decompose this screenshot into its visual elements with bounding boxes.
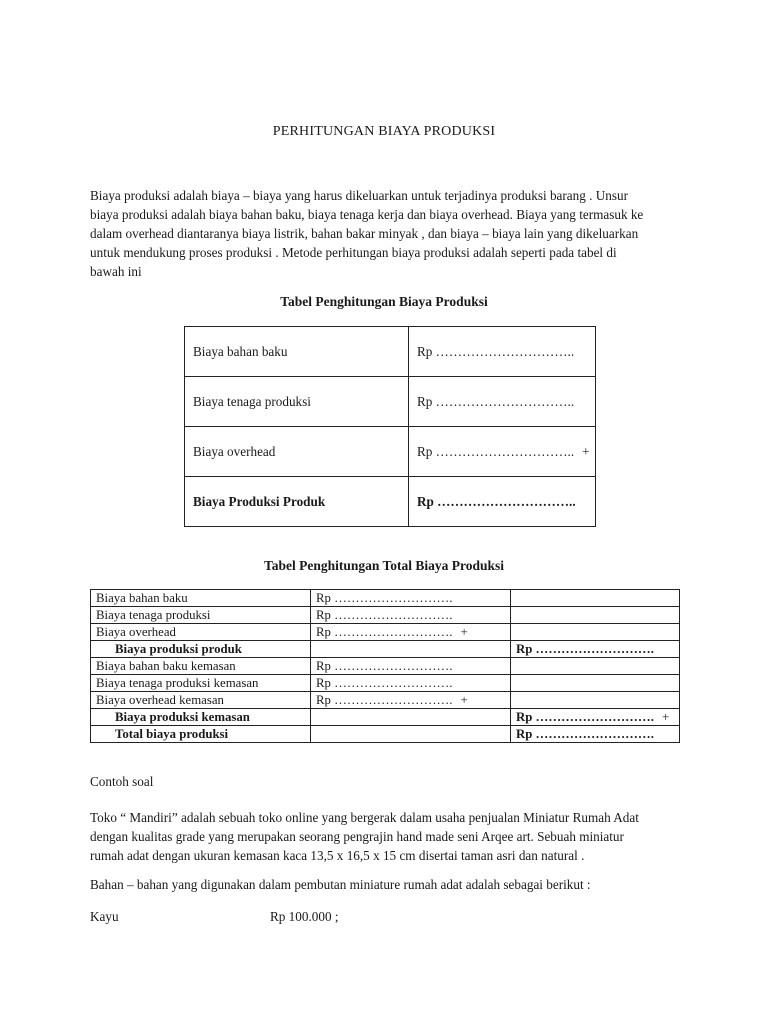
table-row — [185, 377, 596, 427]
row-col3 — [511, 607, 680, 624]
row-label: Biaya overhead kemasan — [91, 692, 311, 709]
intro-line: untuk mendukung proses produksi . Metode perhitungan biaya produksi adalah seperti pada tabel di — [90, 245, 617, 260]
table-row — [91, 692, 680, 709]
table-row — [91, 658, 680, 675]
row-col2: Rp ………………………. — [311, 607, 511, 624]
table-row — [185, 427, 596, 477]
table-row-total — [91, 726, 680, 743]
example-line: dengan kualitas grade yang merupakan seorang pengrajin hand made seni Arqee art. Sebuah miniatur — [90, 829, 624, 844]
row-label: Biaya tenaga produksi — [91, 607, 311, 624]
row-col3 — [511, 624, 680, 641]
row-label: Total biaya produksi — [91, 726, 311, 743]
example-heading: Contoh soal — [90, 774, 154, 789]
row-label: Biaya overhead — [91, 624, 311, 641]
row-value: Rp ………………………….. — [409, 377, 596, 427]
material-name: Kayu — [90, 909, 119, 924]
material-price: Rp 100.000 ; — [270, 909, 339, 924]
row-col2 — [311, 641, 511, 658]
intro-paragraph — [90, 186, 680, 281]
row-col3: Rp ………………………. — [511, 726, 680, 743]
table-row — [185, 327, 596, 377]
table-row — [91, 675, 680, 692]
row-col3: Rp ………………………. — [511, 641, 680, 658]
row-col2: Rp ………………………. — [311, 675, 511, 692]
row-col2-cell — [311, 692, 511, 709]
table-row — [91, 590, 680, 607]
row-label: Biaya bahan baku — [185, 327, 409, 377]
row-col2: Rp ………………………. — [311, 658, 511, 675]
row-col3-cell — [511, 709, 680, 726]
example-line: Toko “ Mandiri” adalah sebuah toko online yang bergerak dalam usaha penjualan Miniatur Rumah Adat — [90, 810, 639, 825]
total-production-cost-table — [90, 589, 680, 743]
table-row-subtotal — [91, 641, 680, 658]
intro-line: dalam overhead diantaranya biaya listrik, bahan bakar minyak , dan biaya – biaya lain yang dikeluarkan — [90, 226, 639, 241]
row-col2-cell — [311, 624, 511, 641]
row-label: Biaya produksi produk — [91, 641, 311, 658]
row-col3: Rp ………………………. — [516, 709, 654, 724]
row-col2: Rp ………………………. — [311, 590, 511, 607]
table-row — [91, 607, 680, 624]
production-cost-table — [184, 326, 596, 527]
plus-sign: + — [460, 692, 468, 707]
row-col3 — [511, 675, 680, 692]
materials-intro: Bahan – bahan yang digunakan dalam pembutan miniature rumah adat adalah sebagai berikut : — [90, 877, 591, 892]
plus-sign: + — [460, 624, 468, 639]
row-col2: Rp ………………………. — [316, 624, 453, 639]
row-col2 — [311, 709, 511, 726]
intro-line: bawah ini — [90, 264, 142, 279]
row-col3 — [511, 692, 680, 709]
row-value: Rp ………………………….. — [409, 327, 596, 377]
row-label: Biaya Produksi Produk — [185, 477, 409, 527]
row-label: Biaya bahan baku kemasan — [91, 658, 311, 675]
row-value: Rp ………………………….. — [409, 477, 596, 527]
row-label: Biaya overhead — [185, 427, 409, 477]
intro-line: biaya produksi adalah biaya bahan baku, biaya tenaga kerja dan biaya overhead. Biaya yang termasuk ke — [90, 207, 644, 222]
plus-sign: + — [661, 709, 670, 724]
page-title: PERHITUNGAN BIAYA PRODUKSI — [272, 124, 496, 139]
row-label: Biaya produksi kemasan — [91, 709, 311, 726]
row-value: Rp ………………………….. — [417, 443, 575, 459]
row-col2 — [311, 726, 511, 743]
table2-caption: Tabel Penghitungan Total Biaya Produksi — [263, 558, 505, 573]
table-row-subtotal — [91, 709, 680, 726]
row-label: Biaya tenaga produksi — [185, 377, 409, 427]
row-col3 — [511, 590, 680, 607]
row-col2: Rp ………………………. — [316, 692, 453, 707]
table1-caption: Tabel Penghitungan Biaya Produksi — [280, 294, 488, 309]
example-paragraph — [90, 808, 680, 865]
intro-line: Biaya produksi adalah biaya – biaya yang harus dikeluarkan untuk terjadinya produksi barang . Unsur — [90, 188, 628, 203]
row-value-cell — [409, 427, 596, 477]
table-row-total — [185, 477, 596, 527]
row-label: Biaya bahan baku — [91, 590, 311, 607]
table-row — [91, 624, 680, 641]
row-col3 — [511, 658, 680, 675]
row-label: Biaya tenaga produksi kemasan — [91, 675, 311, 692]
plus-sign: + — [582, 443, 590, 459]
example-line: rumah adat dengan ukuran kemasan kaca 13,5 x 16,5 x 15 cm disertai taman asri dan natural . — [90, 848, 585, 863]
